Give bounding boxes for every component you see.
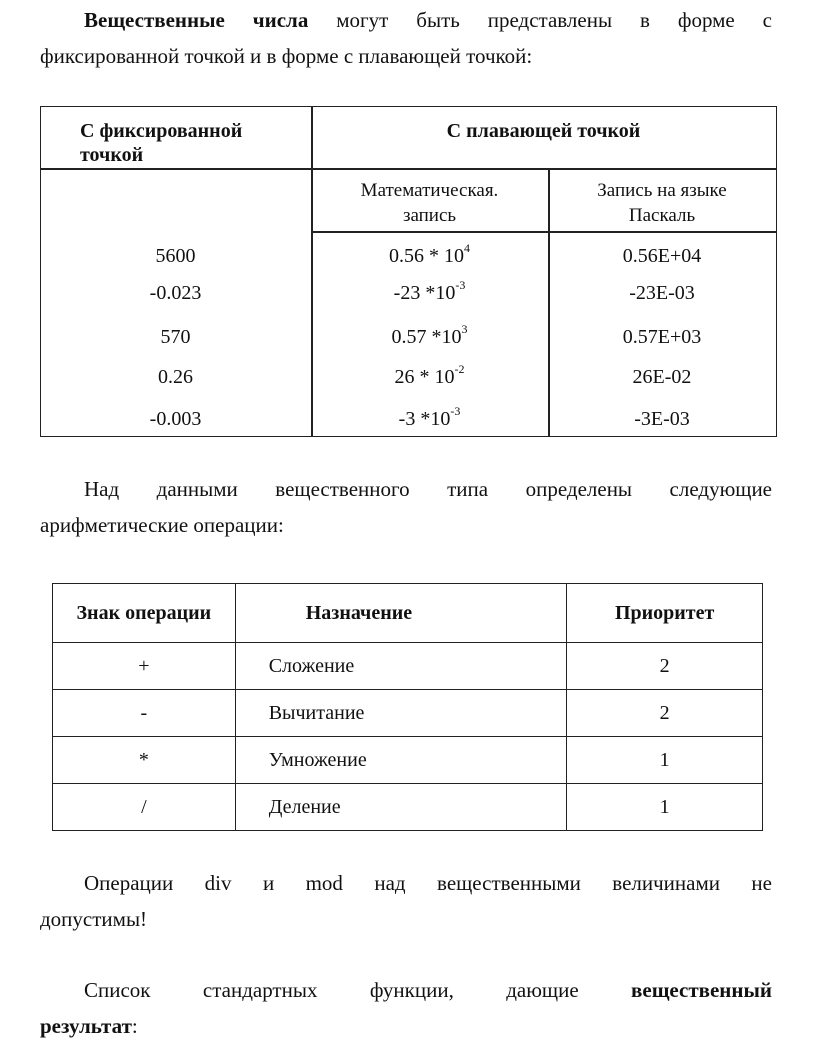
- math-value: $0.56 * 10^4$: [389, 241, 470, 267]
- header-fixed-point: С фиксированной точкой: [80, 120, 243, 166]
- subheader-pascal-notation: Запись на языке Паскаль: [597, 180, 727, 226]
- math-value: $26 * 10^{-2}$: [394, 362, 465, 388]
- functions-line-1: Список стандартных функции, дающие вещественный: [84, 978, 772, 1002]
- op-sign: +: [53, 643, 236, 690]
- operations-line-2: арифметические операции:: [40, 513, 284, 537]
- div-mod-line-2: допустимы!: [40, 907, 148, 931]
- pascal-value: 0.57E+03: [622, 326, 702, 348]
- pascal-value: -3E-03: [634, 408, 690, 430]
- functions-paragraph: [40, 972, 772, 1044]
- header-purpose: Назначение: [235, 584, 567, 643]
- header-divider: [40, 168, 776, 170]
- math-value: 0.57 $*10^3$: [391, 322, 468, 348]
- subheader-divider: [311, 231, 776, 233]
- header-sign: Знак операции: [53, 584, 236, 643]
- intro-line-2: фиксированной точкой и в форме с плавающей точкой:: [40, 44, 533, 68]
- pascal-value: 26E-02: [632, 366, 692, 388]
- functions-line-2: результат:: [40, 1014, 138, 1038]
- intro-line-1: [40, 2, 772, 38]
- div-mod-line-1: Операции div и mod над вещественными величинами не: [84, 871, 772, 895]
- intro-line-1-rest: могут быть представлены в форме с: [336, 8, 773, 32]
- operations-paragraph: [40, 471, 772, 543]
- op-priority: 1: [567, 737, 763, 784]
- subheader-math-notation: Математическая. запись: [360, 180, 499, 226]
- table-row: [53, 643, 763, 690]
- math-value: -3 $*10^{-3}$: [398, 404, 461, 430]
- op-sign: *: [53, 737, 236, 784]
- math-value: -23 $*10^{-3}$: [393, 278, 466, 304]
- operations-line-1: Над данными вещественного типа определены следующие: [84, 477, 772, 501]
- div-mod-paragraph: [40, 865, 772, 937]
- op-purpose: Деление: [235, 784, 567, 831]
- pascal-value: 0.56E+04: [622, 245, 702, 267]
- op-priority: 1: [567, 784, 763, 831]
- number-forms-table: [40, 106, 778, 438]
- table-row: [53, 690, 763, 737]
- op-purpose: Сложение: [235, 643, 567, 690]
- header-priority: Приоритет: [567, 584, 763, 643]
- fixed-value: -0.023: [149, 282, 202, 304]
- op-sign: -: [53, 690, 236, 737]
- intro-paragraph: [40, 2, 772, 74]
- op-sign: /: [53, 784, 236, 831]
- op-priority: 2: [567, 690, 763, 737]
- fixed-value: -0.003: [149, 408, 202, 430]
- table-row: [53, 737, 763, 784]
- fixed-value: 0.26: [158, 366, 193, 388]
- operations-table: [52, 583, 763, 831]
- op-priority: 2: [567, 643, 763, 690]
- fixed-value: 5600: [155, 245, 196, 267]
- op-purpose: Вычитание: [235, 690, 567, 737]
- table-row: [53, 784, 763, 831]
- header-floating-point: С плавающей точкой: [446, 120, 641, 142]
- intro-bold-term: Вещественные числа: [84, 8, 309, 32]
- fixed-value: 570: [160, 326, 191, 348]
- table-header-row: [53, 584, 763, 643]
- op-purpose: Умножение: [235, 737, 567, 784]
- pascal-value: -23E-03: [629, 282, 695, 304]
